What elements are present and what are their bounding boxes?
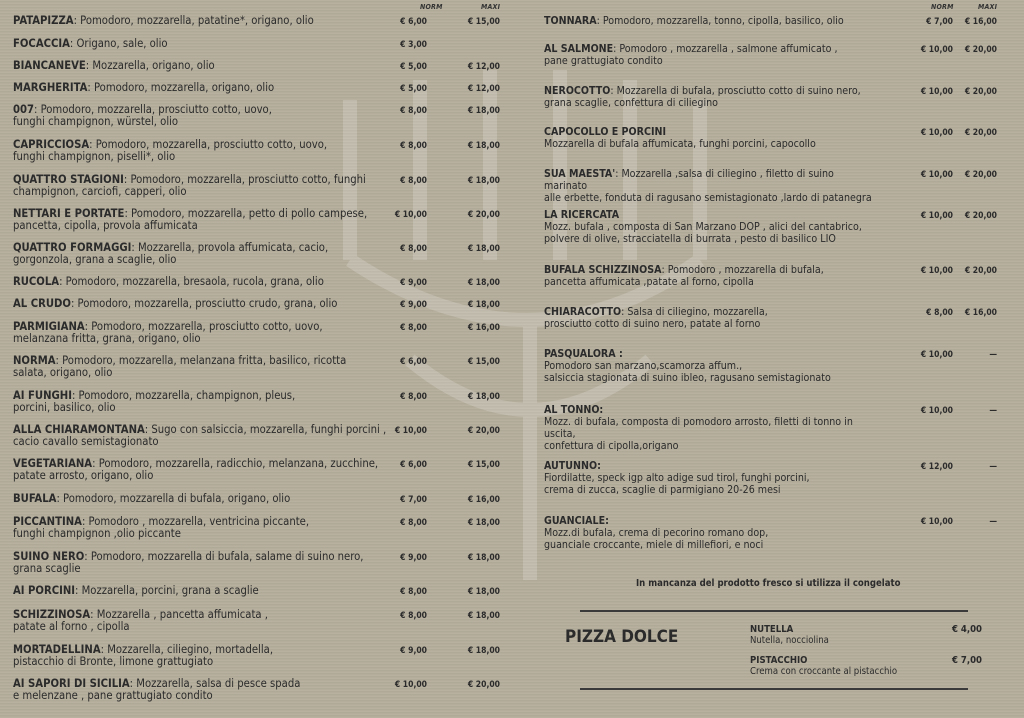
item-name: NORMA <box>13 354 56 367</box>
price-maxi: € 20,00 <box>467 426 500 436</box>
price-maxi: — <box>989 517 997 527</box>
price-norm: € 10,00 <box>394 210 427 220</box>
price-norm: € 8,00 <box>400 176 427 186</box>
item-description: cacio cavallo semistagionato <box>13 434 159 448</box>
menu-item: MARGHERITA: Pomodoro, mozzarella, origano, olio <box>13 81 275 94</box>
menu-item: PATAPIZZA: Pomodoro, mozzarella, patatine*, origano, olio <box>13 14 314 27</box>
item-name: RUCOLA <box>13 275 60 288</box>
price-maxi: € 18,00 <box>467 587 500 597</box>
item-name: VEGETARIANA <box>13 457 93 470</box>
price-norm: € 6,00 <box>400 17 427 27</box>
menu-item: BIANCANEVE: Mozzarella, origano, olio <box>13 59 215 72</box>
item-name: TONNARA <box>544 15 597 27</box>
price-maxi: € 16,00 <box>467 495 500 505</box>
item-name: AI FUNGHI <box>13 389 72 402</box>
dolce-desc: Nutella, nocciolina <box>750 635 829 646</box>
item-description: Mozz.di bufala, crema di pecorino romano dop, <box>544 527 769 539</box>
divider-top <box>580 610 968 612</box>
item-description: grana scaglie <box>13 561 81 575</box>
price-norm: € 10,00 <box>920 517 953 527</box>
price-maxi: € 18,00 <box>467 176 500 186</box>
price-maxi: — <box>989 350 997 360</box>
menu-item: RUCOLA: Pomodoro, mozzarella, bresaola, rucola, grana, olio <box>13 275 324 288</box>
price-norm: € 8,00 <box>400 141 427 151</box>
item-name: FOCACCIA <box>13 37 70 50</box>
menu-item: SUA MAESTA': Mozzarella ,salsa di ciliegino , filetto di suino marinato alle erbette, fonduta di ragusano semistagionato ,lardo di patanegra <box>544 168 872 204</box>
price-norm: € 7,00 <box>926 17 953 27</box>
menu-item <box>544 460 874 496</box>
item-description: Pomodoro, mozzarella di bufala, salame di suino nero, <box>90 550 364 563</box>
dolce-item <box>750 624 829 646</box>
item-name: CAPRICCIOSA <box>13 138 90 151</box>
menu-item: CHIARACOTTO: Salsa di ciliegino, mozzarella, prosciutto cotto di suino nero, patate al forno <box>544 306 768 330</box>
item-description: gorgonzola, grana a scaglie, olio <box>13 252 177 266</box>
menu-item <box>544 404 874 452</box>
item-name: AI SAPORI DI SICILIA <box>13 677 130 690</box>
item-description: Pomodoro, mozzarella, patatine*, origano, olio <box>80 14 314 27</box>
price-norm: € 8,00 <box>400 611 427 621</box>
menu-item: AI FUNGHI: Pomodoro, mozzarella, champignon, pleus, porcini, basilico, olio <box>13 389 296 414</box>
item-description: Pomodoro , mozzarella, ventricina piccante, <box>88 515 310 528</box>
item-name: PARMIGIANA <box>13 320 85 333</box>
price-maxi: € 20,00 <box>467 680 500 690</box>
item-description: salata, origano, olio <box>13 365 113 379</box>
menu-item: 007: Pomodoro, mozzarella, prosciutto cotto, uovo, funghi champignon, würstel, olio <box>13 103 272 128</box>
menu-item: BUFALA: Pomodoro, mozzarella di bufala, origano, olio <box>13 492 291 505</box>
item-description: Mozz. di bufala, composta di pomodoro arrosto, filetti di tonno in uscita, <box>544 416 853 440</box>
item-name: NEROCOTTO <box>544 85 611 97</box>
item-description: grana scaglie, confettura di ciliegino <box>544 97 719 109</box>
item-name: SCHIZZINOSA <box>13 608 91 621</box>
item-name: AL TONNO: <box>544 404 604 416</box>
item-description: Fiordilatte, speck igp alto adige sud tirol, funghi porcini, <box>544 472 810 484</box>
item-description: Pomodoro, mozzarella, prosciutto cotto, funghi <box>130 173 366 186</box>
item-description: Pomodoro, mozzarella, prosciutto cotto, uovo, <box>40 103 272 116</box>
price-maxi: — <box>989 406 997 416</box>
price-norm: € 8,00 <box>400 323 427 333</box>
item-name: AL CRUDO <box>13 297 71 310</box>
item-name: ALLA CHIARAMONTANA <box>13 423 145 436</box>
item-description: Pomodoro, mozzarella, radicchio, melanzana, zucchine, <box>98 457 379 470</box>
item-name: CAPOCOLLO E PORCINI <box>544 126 667 138</box>
item-name: NETTARI E PORTATE <box>13 207 125 220</box>
item-description: Pomodoro , mozzarella di bufala, <box>667 264 824 276</box>
item-name: BUFALA SCHIZZINOSA <box>544 264 662 276</box>
price-norm: € 10,00 <box>920 350 953 360</box>
price-norm: € 7,00 <box>400 495 427 505</box>
item-name: AI PORCINI <box>13 584 76 597</box>
item-description: melanzana fritta, grana, origano, olio <box>13 331 201 345</box>
item-description: crema di zucca, scaglie di parmigiano 20-26 mesi <box>544 484 781 496</box>
price-maxi: € 18,00 <box>467 553 500 563</box>
price-maxi: € 20,00 <box>964 128 997 138</box>
price-maxi: € 20,00 <box>964 87 997 97</box>
divider-bottom <box>580 688 968 690</box>
item-description: Salsa di ciliegino, mozzarella, <box>627 306 768 318</box>
dolce-price: € 4,00 <box>951 624 982 635</box>
price-norm: € 6,00 <box>400 460 427 470</box>
item-description: e melenzane , pane grattugiato condito <box>13 688 213 702</box>
price-maxi: € 18,00 <box>467 278 500 288</box>
menu-item: PICCANTINA: Pomodoro , mozzarella, ventricina piccante, funghi champignon ,olio piccante <box>13 515 310 540</box>
item-description: Mozzarella di bufala affumicata, funghi porcini, capocollo <box>544 138 816 150</box>
item-description: Pomodoro, mozzarella, champignon, pleus, <box>78 389 296 402</box>
menu-item: QUATTRO FORMAGGI: Mozzarella, provola affumicata, cacio, gorgonzola, grana a scaglie, olio <box>13 241 329 266</box>
dolce-name: NUTELLA <box>750 624 794 635</box>
price-maxi: € 15,00 <box>467 460 500 470</box>
item-name: SUA MAESTA' <box>544 168 616 180</box>
item-description: alle erbette, fonduta di ragusano semistagionato ,lardo di patanegra <box>544 192 872 204</box>
menu-item <box>544 515 874 551</box>
item-description: Mozzarella, origano, olio <box>92 59 215 72</box>
price-norm: € 9,00 <box>400 278 427 288</box>
item-description: prosciutto cotto di suino nero, patate al forno <box>544 318 761 330</box>
price-maxi: — <box>989 462 997 472</box>
menu-item: FOCACCIA: Origano, sale, olio <box>13 37 168 50</box>
price-maxi: € 20,00 <box>964 266 997 276</box>
dolce-item <box>750 655 897 677</box>
item-name: AL SALMONE <box>544 43 614 55</box>
price-maxi: € 18,00 <box>467 518 500 528</box>
menu-item: BUFALA SCHIZZINOSA: Pomodoro , mozzarella di bufala, pancetta affumicata ,patate al forno, cipolla <box>544 264 824 288</box>
item-name: QUATTRO STAGIONI <box>13 173 124 186</box>
price-norm: € 10,00 <box>394 680 427 690</box>
menu-item: AI SAPORI DI SICILIA: Mozzarella, salsa di pesce spada e melenzane , pane grattugiato condito <box>13 677 301 702</box>
menu-item: SUINO NERO: Pomodoro, mozzarella di bufala, salame di suino nero, grana scaglie <box>13 550 364 575</box>
item-description: funghi champignon ,olio piccante <box>13 526 181 540</box>
menu-item: MORTADELLINA: Mozzarella, ciliegino, mortadella, pistacchio di Bronte, limone grattugiato <box>13 643 274 668</box>
item-description: Pomodoro , mozzarella , salmone affumicato , <box>619 43 838 55</box>
item-description: Pomodoro san marzano,scamorza affum., <box>544 360 743 372</box>
item-description: champignon, carciofi, capperi, olio <box>13 184 187 198</box>
price-norm: € 6,00 <box>400 357 427 367</box>
price-norm: € 10,00 <box>920 211 953 221</box>
item-description: Pomodoro, mozzarella di bufala, origano, olio <box>63 492 291 505</box>
item-description: patate arrosto, origano, olio <box>13 468 154 482</box>
price-maxi: € 18,00 <box>467 106 500 116</box>
item-description: confettura di cipolla,origano <box>544 440 679 452</box>
item-name: CHIARACOTTO <box>544 306 622 318</box>
menu-item <box>544 348 874 384</box>
item-description: pistacchio di Bronte, limone grattugiato <box>13 654 214 668</box>
price-maxi: € 16,00 <box>964 308 997 318</box>
item-description: Mozzarella, salsa di pesce spada <box>136 677 301 690</box>
item-description: Mozzarella, porcini, grana a scaglie <box>81 584 259 597</box>
price-norm: € 12,00 <box>920 462 953 472</box>
price-norm: € 10,00 <box>394 426 427 436</box>
price-maxi: € 15,00 <box>467 17 500 27</box>
price-norm: € 5,00 <box>400 62 427 72</box>
price-norm: € 10,00 <box>920 87 953 97</box>
menu-item: ALLA CHIARAMONTANA: Sugo con salsiccia, mozzarella, funghi porcini , cacio cavallo semistagionato <box>13 423 387 448</box>
price-maxi: € 20,00 <box>467 210 500 220</box>
item-description: pane grattugiato condito <box>544 55 663 67</box>
item-description: Mozzarella, provola affumicata, cacio, <box>137 241 329 254</box>
item-description: Mozzarella, ciliegino, mortadella, <box>107 643 274 656</box>
frozen-note: In mancanza del prodotto fresco si utilizza il congelato <box>636 578 901 589</box>
item-description: Pomodoro, mozzarella, prosciutto cotto, uovo, <box>95 138 328 151</box>
item-description: patate al forno , cipolla <box>13 619 130 633</box>
item-name: BUFALA <box>13 492 57 505</box>
menu-item: SCHIZZINOSA: Mozzarella , pancetta affumicata , patate al forno , cipolla <box>13 608 268 633</box>
price-maxi: € 18,00 <box>467 646 500 656</box>
price-norm: € 10,00 <box>920 170 953 180</box>
item-description: Sugo con salsiccia, mozzarella, funghi porcini , <box>151 423 387 436</box>
price-norm: € 9,00 <box>400 646 427 656</box>
price-norm: € 10,00 <box>920 266 953 276</box>
menu-item: TONNARA: Pomodoro, mozzarella, tonno, cipolla, basilico, olio <box>544 15 844 27</box>
item-description: polvere di olive, stracciatella di burrata , pesto di basilico LIO <box>544 233 836 245</box>
item-name: PATAPIZZA <box>13 14 74 27</box>
pizza-dolce-title: PIZZA DOLCE <box>565 627 679 647</box>
item-description: pancetta affumicata ,patate al forno, cipolla <box>544 276 754 288</box>
price-norm: € 8,00 <box>400 518 427 528</box>
price-maxi: € 18,00 <box>467 611 500 621</box>
price-maxi: € 16,00 <box>467 323 500 333</box>
item-name: MARGHERITA <box>13 81 88 94</box>
price-maxi: € 12,00 <box>467 84 500 94</box>
menu-item: AL SALMONE: Pomodoro , mozzarella , salmone affumicato , pane grattugiato condito <box>544 43 838 67</box>
item-name: AUTUNNO: <box>544 460 601 472</box>
item-name: 007 <box>13 103 35 116</box>
price-norm: € 8,00 <box>400 106 427 116</box>
menu-item: NORMA: Pomodoro, mozzarella, melanzana fritta, basilico, ricotta salata, origano, olio <box>13 354 347 379</box>
header-norm: NORM <box>420 3 443 11</box>
item-description: Pomodoro, mozzarella, origano, olio <box>94 81 275 94</box>
price-norm: € 8,00 <box>400 392 427 402</box>
dolce-desc: Crema con croccante al pistacchio <box>750 666 898 677</box>
menu-item <box>544 209 874 245</box>
header-norm-right: NORM <box>931 3 954 11</box>
price-maxi: € 18,00 <box>467 392 500 402</box>
item-description: Pomodoro, mozzarella, prosciutto crudo, grana, olio <box>77 297 338 310</box>
price-norm: € 8,00 <box>926 308 953 318</box>
price-norm: € 8,00 <box>400 587 427 597</box>
item-description: Mozz. bufala , composta di San Marzano DOP , alici del cantabrico, <box>544 221 862 233</box>
item-description: pancetta, cipolla, provola affumicata <box>13 218 198 232</box>
price-norm: € 5,00 <box>400 84 427 94</box>
price-maxi: € 18,00 <box>467 244 500 254</box>
menu-item: NETTARI E PORTATE: Pomodoro, mozzarella, petto di pollo campese, pancetta, cipolla, provola affumicata <box>13 207 368 232</box>
price-norm: € 8,00 <box>400 244 427 254</box>
price-norm: € 9,00 <box>400 553 427 563</box>
price-maxi: € 20,00 <box>964 170 997 180</box>
item-description: Pomodoro, mozzarella, prosciutto cotto, uovo, <box>91 320 323 333</box>
item-name: SUINO NERO <box>13 550 85 563</box>
menu-item: AI PORCINI: Mozzarella, porcini, grana a scaglie <box>13 584 259 597</box>
menu-item: QUATTRO STAGIONI: Pomodoro, mozzarella, prosciutto cotto, funghi champignon, carciofi, capperi, olio <box>13 173 366 198</box>
header-maxi: MAXI <box>481 3 501 11</box>
menu-item: PARMIGIANA: Pomodoro, mozzarella, prosciutto cotto, uovo, melanzana fritta, grana, origano, olio <box>13 320 323 345</box>
item-name: MORTADELLINA <box>13 643 101 656</box>
item-name: GUANCIALE: <box>544 515 609 527</box>
price-norm: € 10,00 <box>920 45 953 55</box>
price-maxi: € 12,00 <box>467 62 500 72</box>
price-maxi: € 20,00 <box>964 45 997 55</box>
item-description: Pomodoro, mozzarella, tonno, cipolla, basilico, olio <box>602 15 844 27</box>
item-description: Mozzarella , pancetta affumicata , <box>96 608 268 621</box>
price-maxi: € 18,00 <box>467 300 500 310</box>
item-name: QUATTRO FORMAGGI <box>13 241 132 254</box>
menu-item: NEROCOTTO: Mozzarella di bufala, prosciutto cotto di suino nero, grana scaglie, confettura di ciliegino <box>544 85 861 109</box>
item-name: LA RICERCATA <box>544 209 620 221</box>
item-description: funghi champignon, würstel, olio <box>13 114 179 128</box>
header-maxi-right: MAXI <box>978 3 998 11</box>
item-description: porcini, basilico, olio <box>13 400 116 414</box>
menu-item <box>544 126 874 150</box>
item-description: guanciale croccante, miele di millefiori, e noci <box>544 539 764 551</box>
menu-item: CAPRICCIOSA: Pomodoro, mozzarella, prosciutto cotto, uovo, funghi champignon, piselli*, olio <box>13 138 328 163</box>
item-name: PICCANTINA <box>13 515 82 528</box>
item-name: PASQUALORA : <box>544 348 623 360</box>
item-description: Pomodoro, mozzarella, bresaola, rucola, grana, olio <box>65 275 324 288</box>
price-norm: € 3,00 <box>400 40 427 50</box>
menu-item: AL CRUDO: Pomodoro, mozzarella, prosciutto crudo, grana, olio <box>13 297 338 310</box>
price-norm: € 10,00 <box>920 128 953 138</box>
menu-item: VEGETARIANA: Pomodoro, mozzarella, radicchio, melanzana, zucchine, patate arrosto, origano, olio <box>13 457 379 482</box>
price-maxi: € 16,00 <box>964 17 997 27</box>
dolce-price: € 7,00 <box>951 655 982 666</box>
item-description: Origano, sale, olio <box>76 37 168 50</box>
item-description: funghi champignon, piselli*, olio <box>13 149 176 163</box>
item-name: BIANCANEVE <box>13 59 86 72</box>
item-description: Mozzarella ,salsa di ciliegino , filetto di suino marinato <box>544 168 834 192</box>
item-description: salsiccia stagionata di suino ibleo, ragusano semistagionato <box>544 372 831 384</box>
price-maxi: € 20,00 <box>964 211 997 221</box>
price-maxi: € 18,00 <box>467 141 500 151</box>
item-description: Mozzarella di bufala, prosciutto cotto di suino nero, <box>616 85 861 97</box>
price-norm: € 10,00 <box>920 406 953 416</box>
item-description: Pomodoro, mozzarella, petto di pollo campese, <box>131 207 368 220</box>
dolce-name: PISTACCHIO <box>750 655 808 666</box>
item-description: Pomodoro, mozzarella, melanzana fritta, basilico, ricotta <box>62 354 347 367</box>
price-maxi: € 15,00 <box>467 357 500 367</box>
price-norm: € 9,00 <box>400 300 427 310</box>
